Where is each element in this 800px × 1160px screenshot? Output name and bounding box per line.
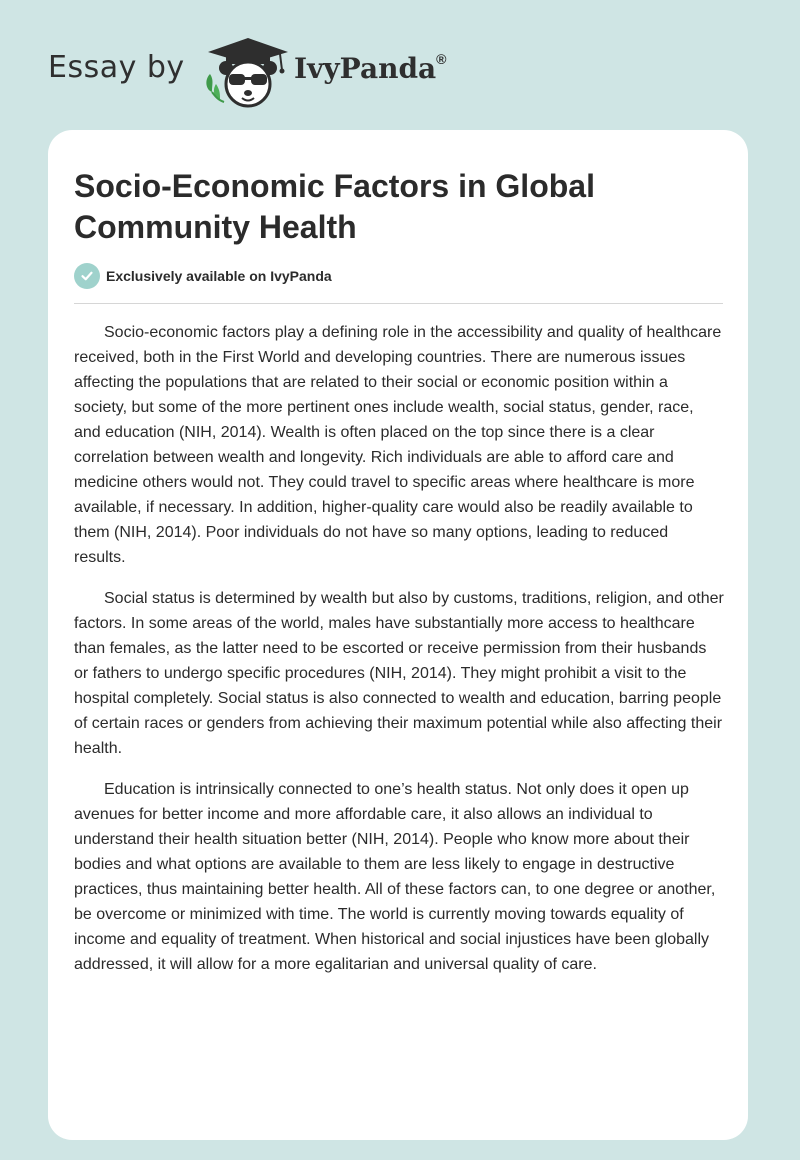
essay-body <box>74 320 724 993</box>
title-divider <box>74 303 723 304</box>
paragraph: Social status is determined by wealth but also by customs, traditions, religion, and other factors. In some areas of the world, males have substantially more access to healthcare than females, as the latter need to be escorted or receive permission from their husbands or fathers to undergo specific procedures (NIH, 2014). They might prohibit a visit to the hospital completely. Social status is also connected to wealth and education, barring people of certain races or genders from achieving their maximum potential while also affecting their health. <box>74 590 724 757</box>
brand-logo-text[interactable] <box>294 52 447 85</box>
essay-card <box>48 130 748 1140</box>
site-header <box>0 0 800 130</box>
paragraph: Socio-economic factors play a defining role in the accessibility and quality of healthcare received, both in the First World and developing countries. There are numerous issues affecting the populations that are related to their social or economic position within a society, but some of the more pertinent ones include wealth, social status, gender, race, and education (NIH, 2014). Wealth is often placed on the top since there is a clear correlation between wealth and longevity. Rich individuals are able to afford care and medicine others would not. They could travel to specific areas where healthcare is more available, if necessary. In addition, higher-quality care would also be readily available to them (NIH, 2014). Poor individuals do not have so many options, leading to reduced results. <box>74 324 722 566</box>
paragraph: Education is intrinsically connected to one’s health status. Not only does it open up avenues for better income and more affordable care, it also allows an individual to understand their health situation better (NIH, 2014). People who know more about their bodies and what options are available to them are less likely to engage in destructive practices, thus maintaining better health. All of these factors can, to one degree or another, be overcome or minimized with time. The world is currently moving towards equality of income and equality of treatment. When historical and social injustices have been globally addressed, it will allow for a more egalitarian and universal quality of care. <box>74 781 716 973</box>
brand-name: IvyPanda <box>294 52 437 85</box>
essay-title: Socio-Economic Factors in Global Community Health <box>74 168 595 245</box>
check-circle-icon <box>74 263 100 289</box>
registered-mark: ® <box>436 50 447 67</box>
panda-graduate-icon[interactable] <box>202 34 294 110</box>
essay-by-label: Essay by <box>48 50 185 85</box>
exclusive-badge <box>74 263 332 289</box>
exclusive-label: Exclusively available on IvyPanda <box>106 268 332 284</box>
